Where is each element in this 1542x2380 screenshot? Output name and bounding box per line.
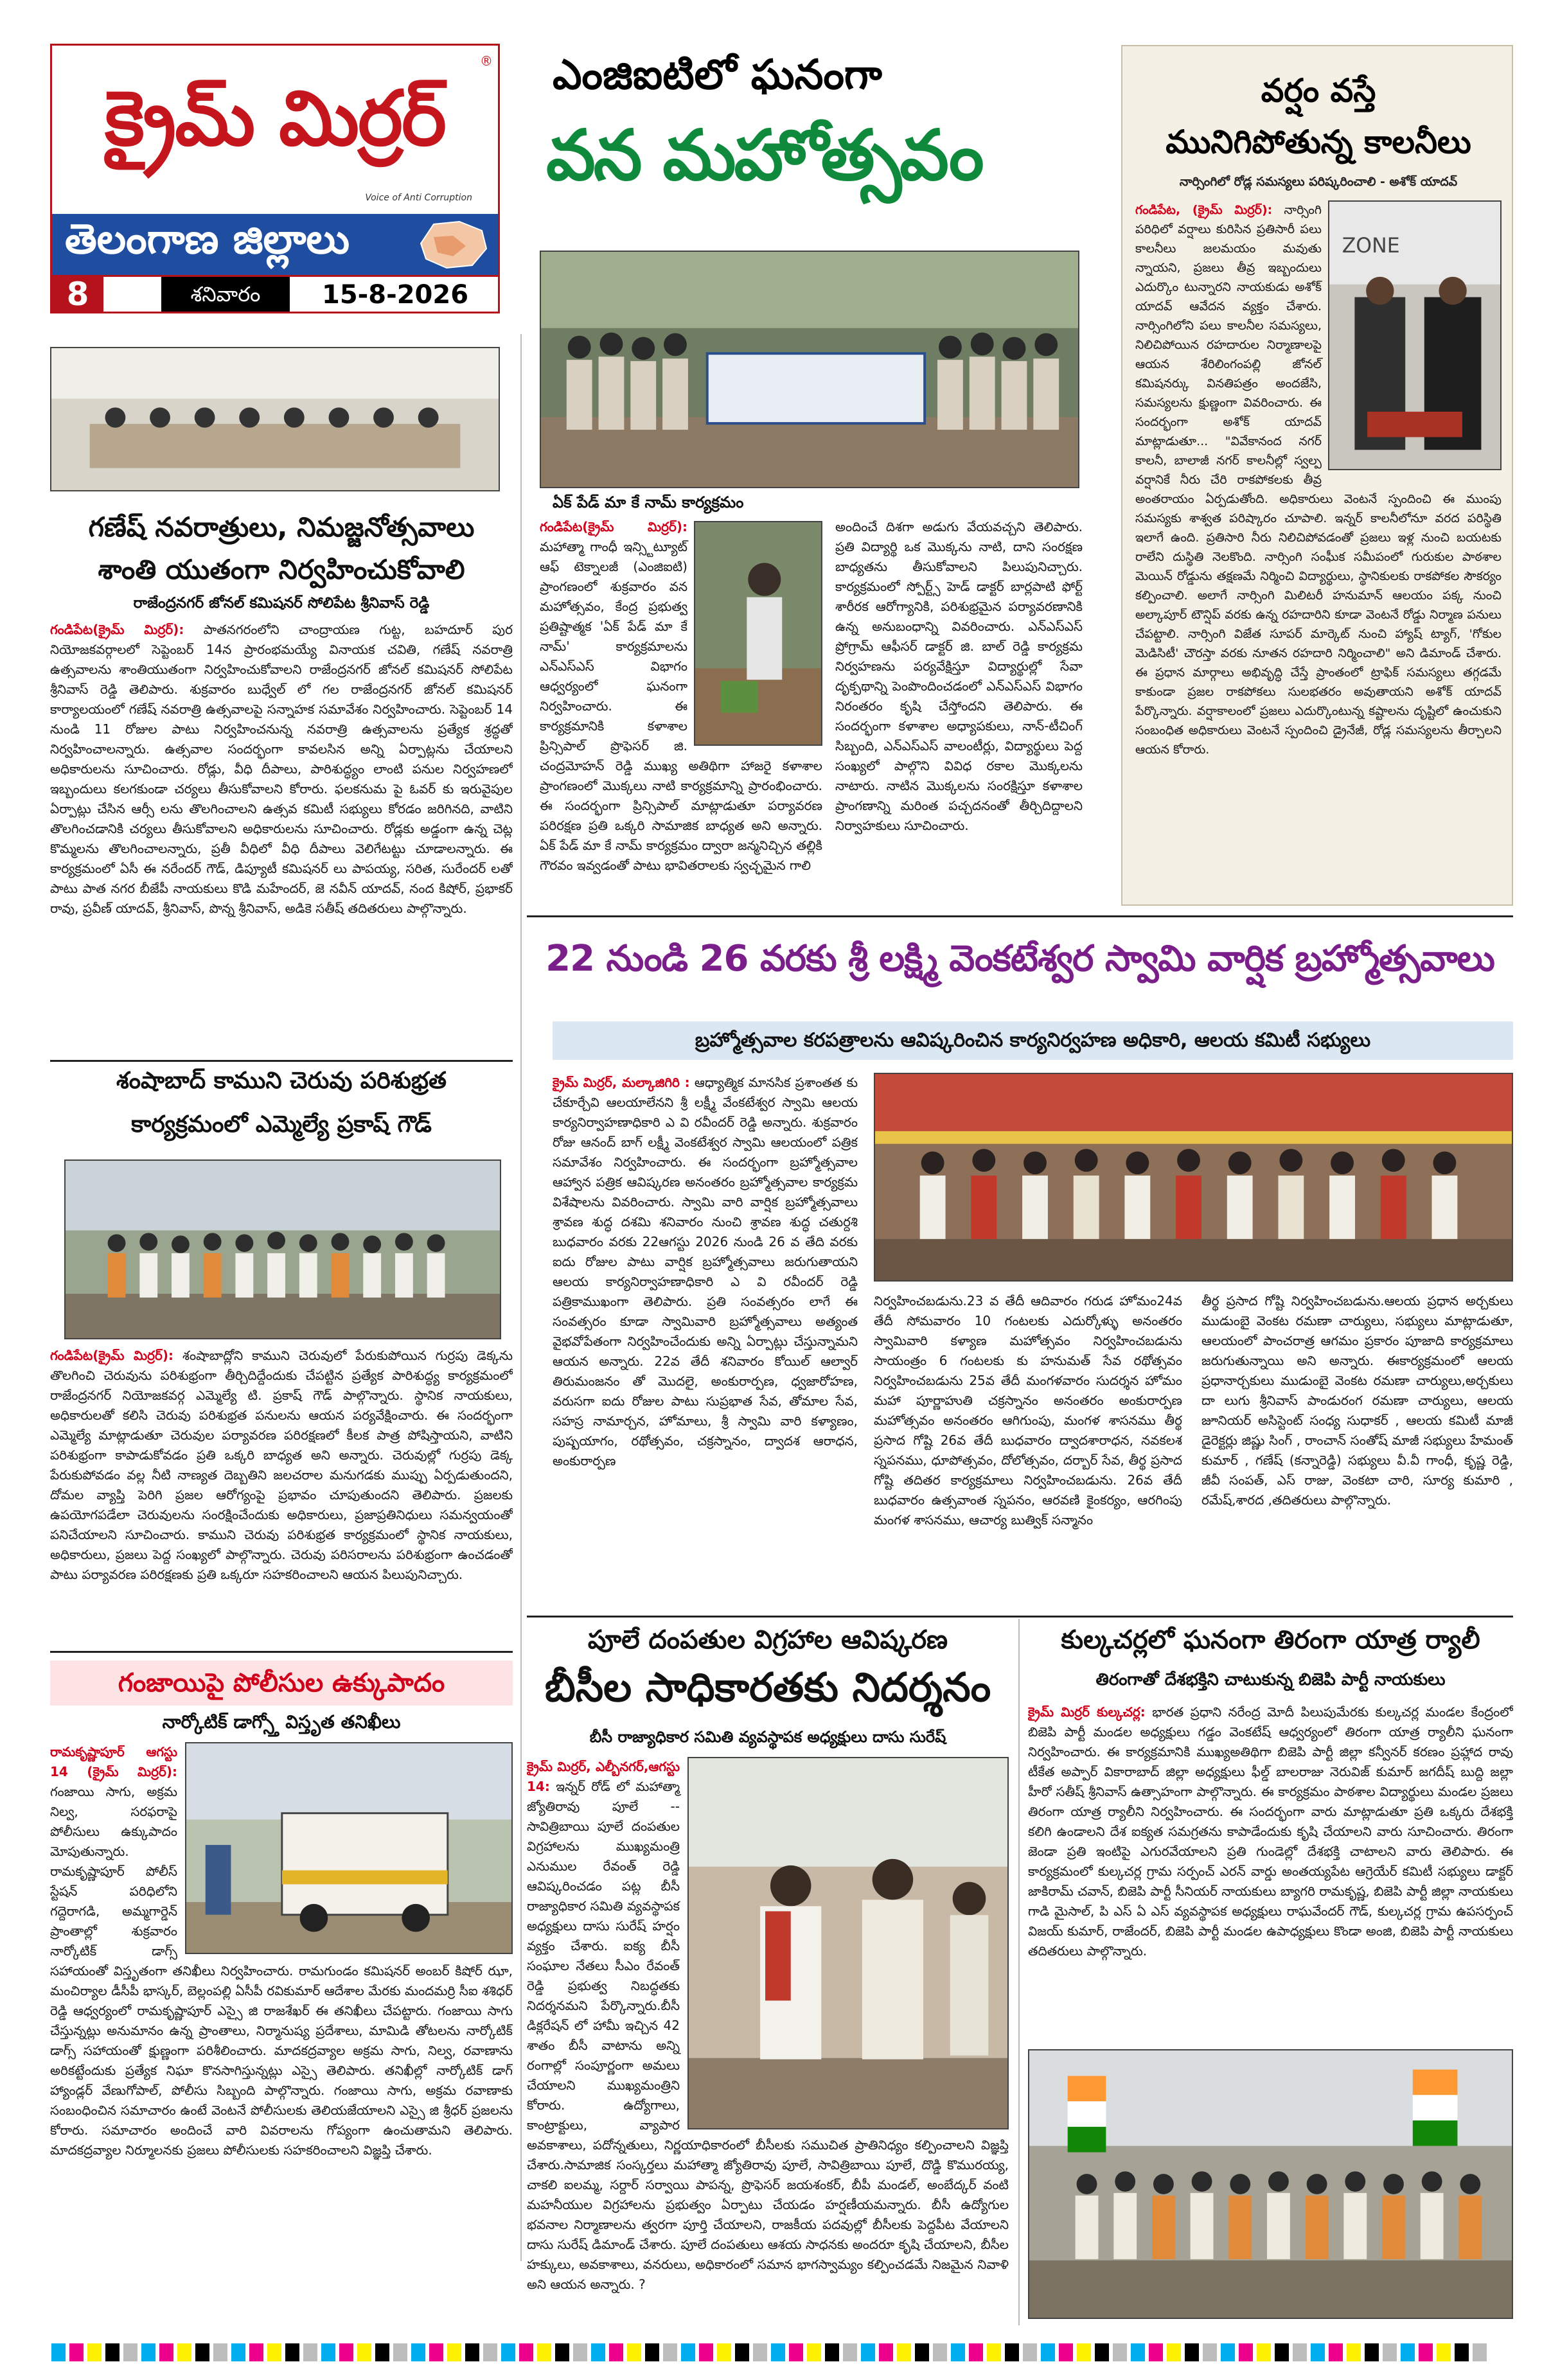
brahmotsavam-subhead-band (553, 1021, 1513, 1060)
masthead-tagline: Voice of Anti Corruption (365, 193, 472, 203)
ganja-headline-band (50, 1661, 513, 1706)
registration-swatch (429, 2343, 443, 2361)
page-number: 8 (52, 277, 103, 312)
registration-swatch (1167, 2343, 1181, 2361)
registered-mark-icon: ® (480, 53, 493, 69)
registration-swatch (951, 2343, 965, 2361)
brahmotsavam-body-text-1: ఆధ్యాత్మిక మానసిక ప్రశాంతత కు చేకూర్చేవి ఆలయాలేనని శ్రీ లక్ష్మీ వేంకటేశ్వర స్వామి ఆలయ కార్యనిర్వాహణాధికారి ఎ వి రవీందర్ రెడ్డి అన్నారు. శుక్రవారం రోజు ఆనంద్ బాగ్ లక్ష్మీ వెంకటేశ్వర స్వామి ఆలయంలో పత్రిక సమావేశం నిర్వహించారు. ఈ సందర్భంగా బ్రహ్మోత్సవాల ఆహ్వాన పత్రిక ఆవిష్కరణ అనంతరం బ్రహ్మోత్సవాల కార్యక్రమ విశేషాలను వివరించారు. స్వామి వారి వార్షిక బ్రహ్మోత్సవాలు శ్రావణ శుద్ధ దశమి శనివారం నుంచి శ్రావణ శుద్ధ చతుర్దశి బుధవారం వరకు 22ఆగస్టు 2026 నుండి 26 వ తేది వరకు ఐదు రోజుల పాటు వార్షిక బ్రహ్మోత్సవాలు జరుగుతాయని ఆలయ కార్యనిర్వాహణాధికారి ఎ వి రవీందర్ రెడ్డి పత్రికాముఖంగా తెలిపారు. ప్రతి సంవత్సరం లాగే ఈ సంవత్సరం కూడా స్వామివారి బ్రహ్మోత్సవాలు అత్యంత వైభవోపేతంగా నిర్వహించేందుకు అన్ని ఏర్పాట్లు చేస్తున్నామని ఆయన అన్నారు. 22వ తేదీ శనివారం కోయిల్ ఆల్వార్ తిరుమంజనం తో మొదలై, అంకురార్పణ, ధ్వజారోహణ, వరుసగా ఐదు రోజుల పాటు సుప్రభాత సేవ, తోమాల సేవ, సహస్ర నామార్చన, హోమాలు, శ్రీ స్వామి వారి కళ్యాణం, పుష్పయాగం, రథోత్సవం, చక్రస్నానం, ద్వాదశ ఆరాధన, అంకురార్పణ (553, 1075, 858, 1468)
registration-swatch (1185, 2343, 1199, 2361)
registration-swatch (537, 2343, 551, 2361)
registration-swatch (753, 2343, 767, 2361)
registration-swatch (1383, 2343, 1397, 2361)
registration-swatch (501, 2343, 515, 2361)
ganesh-dateline: గండిపేట(క్రైమ్ మిర్రర్): (50, 622, 184, 637)
registration-swatch (1347, 2343, 1361, 2361)
registration-swatch (519, 2343, 533, 2361)
registration-swatch (123, 2343, 137, 2361)
shamshabad-body (50, 1346, 513, 1648)
divider-brahmotsavam-top (527, 915, 1513, 917)
rain-dateline: గండిపేట, (క్రైమ్ మిర్రర్): (1135, 203, 1273, 217)
shamshabad-dateline: గండిపేట(క్రైమ్ మిర్రర్): (50, 1348, 173, 1363)
printer-registration-strip (51, 2343, 1491, 2361)
ganesh-body-text: పాతనగరంలోని చాంద్రాయణ గుట్ట, బహదూర్ పుర నియోజకవర్గాలలో సెప్టెంబర్ 14న ప్రారంభమయ్యే వినాయక చవితి, గణేష్ నవరాత్రి ఉత్సవాలను శాంతియుతంగా నిర్వహించుకోవాలని రాజేంద్రనగర్ జోనల్ కమిషనర్ సోలిపేట శ్రీనివాస్ రెడ్డి తెలిపారు. శుక్రవారం బుధ్వేల్ లో గల రాజేంద్రనగర్ జోనల్ కమిషనర్ కార్యాలయంలో గణేష్ నవరాత్రి ఉత్సవాలపై సన్నాహక సమావేశం నిర్వహించారు. సెప్టెంబర్ 14 నుండి 11 రోజుల పాటు నిర్వహించనున్న నవరాత్రి ఉత్సవాలను ప్రత్యేక శ్రద్ధతో నిర్వహించాలన్నారు. ఉత్సవాల సందర్భంగా కావలసిన అన్ని ఏర్పాట్లను చేయాలని అధికారులను సూచించారు. రోడ్లు, వీధి దీపాలు, పారిశుద్ధ్యం లాంటి పనుల నిర్వహణలో ఇబ్బందులు కలగకుండా చర్యలు తీసుకోవాలని కోరారు. ఫలకనుమ పై ఓవర్ కు ఇరువైపుల ఏర్పాట్లు చేసిన ఆర్సీ లను తొలగించాలని ఉత్సవ కమిటీ సభ్యులు కోరడం జరిగినది, వాటిని తొలగించడానికి చర్యలు తీసుకోవాలని అధికారులను సూచించారు. రోడ్లకు అడ్డంగా ఉన్న చెట్ల కొమ్మలను తొలగించాలన్నారు, ప్రతీ వీధిలో వీధి దీపాలు వెలిగేటట్టు చూడాలన్నారు. ఈ కార్యక్రమంలో ఏసీ ఈ నరేందర్ గౌడ్, డిప్యూటీ కమిషనర్ లు పాపయ్య, సరిత, సురేందర్ లతో పాటు పాత నగర బీజేపీ నాయకులు కొడి మహేందర్, జె నవీన్ యాదవ్, నంద కిషోర్, ప్రభాకర్ రావు, ప్రవీణ్ యాదవ్, శ్రీనివాస్, పొన్న శ్రీనివాస్, అడికె సతీష్ తదితరులు పాల్గొన్నారు. (50, 622, 513, 916)
ganja-dateline: రామకృష్ణాపూర్ ఆగస్టు 14 (క్రైమ్ మిర్రర్): (50, 1744, 177, 1779)
ganja-body-text-2: ప్రాంతాల్లో శుక్రవారం నార్కోటిక్ డాగ్స్ సహాయంతో విస్తృతంగా తనిఖీలు నిర్వహించారు. రామగుండం కమిషనర్ అంబర్ కిషోర్ ఝా, మంచిర్యాల డీసీపీ భాస్కర్, బెల్లంపల్లి ఏసీపీ రవికుమార్ ఆదేశాల మేరకు మందమర్రి సీఐ శశిధర్ రెడ్డి ఆధ్వర్యంలో రామకృష్ణాపూర్ ఎస్సై జి రాజశేఖర్ ఈ తనిఖీలు చేపట్టారు. గంజాయి సాగు చేస్తున్నట్లు అనుమానం ఉన్న ప్రాంతాలు, నిర్మానుష్య ప్రదేశాలు, మామిడి తోటలను నార్కోటిక్ డాగ్స్ సహాయంతో క్షుణ్ణంగా పరిశీలించారు. మాదకద్రవ్యాల అక్రమ సాగు, నిల్వ, రవాణాను అరికట్టేందుకు ప్రత్యేక నిఘా కొనసాగిస్తున్నట్లు ఎస్సై తెలిపారు. తనిఖీల్లో నార్కోటిక్ డాగ్ హ్యాండ్లర్ వేణుగోపాల్, పోలీసు సిబ్బంది పాల్గొన్నారు. గంజాయి సాగు, అక్రమ రవాణాకు సంబంధించిన సమాచారం ఉంటే వెంటనే పోలీసులకు తెలియజేయాలని ఎస్సై జి శ్రీధర్ ప్రజలను కోరారు. సమాచారం అందించే వారి వివరాలను గోప్యంగా ఉంచుతామని తెలిపారు. మాదకద్రవ్యాల నిర్మూలనకు ప్రజలు పోలీసులకు సహకరించాలని విజ్ఞప్తి చేశారు. (50, 1923, 513, 2158)
registration-swatch (177, 2343, 191, 2361)
weekday: శనివారం (161, 277, 290, 312)
registration-swatch (1005, 2343, 1019, 2361)
phule-statue-unveiling-photo (687, 1757, 1009, 2129)
registration-swatch (1437, 2343, 1451, 2361)
phule-headline-1: పూలే దంపతుల విగ్రహాల ఆవిష్కరణ (587, 1625, 948, 1655)
registration-swatch (267, 2343, 281, 2361)
registration-swatch (465, 2343, 479, 2361)
registration-swatch (1203, 2343, 1217, 2361)
brahmotsavam-body-col1 (553, 1073, 858, 1638)
registration-swatch (1131, 2343, 1145, 2361)
registration-swatch (321, 2343, 335, 2361)
tiranga-subhead: తిరంగాతో దేశభక్తిని చాటుకున్న బిజెపి పార్టీ నాయకులు (1095, 1670, 1446, 1689)
registration-swatch (789, 2343, 803, 2361)
phule-dateline: క్రైమ్ మిర్రర్, ఎల్బీనగర్,ఆగస్టు 14: (527, 1759, 680, 1794)
vana-headline-main: వన మహోత్సవం (546, 116, 982, 196)
divider-left-2 (50, 1651, 513, 1653)
registration-swatch (1221, 2343, 1235, 2361)
phule-body-text-1: ఇన్నర్ రోడ్ లో మహాత్మా జ్యోతిరావు పూలే -- సావిత్రిబాయి పూలే దంపతుల విగ్రహాలను ముఖ్యమంత్రి ఎనుముల రేవంత్ రెడ్డి ఆవిష్కరించడం పట్ల బీసీ రాజ్యాధికార సమితి వ్యవస్థాపక అధ్యక్షులు దాసు సురేష్ హర్షం వ్యక్తం చేశారు. ఐక్య బీసీ సంఘాల నేతలు సీఎం రేవంత్ రెడ్డి ప్రభుత్వ నిబద్ధతకు నిదర్శనమని పేర్కొన్నారు.బీసీ డిక్లరేషన్ లో హామీ ఇచ్చిన (527, 1779, 680, 2033)
brahmotsavam-dateline: క్రైమ్ మిర్రర్, మల్కాజిగిరి : (553, 1075, 690, 1090)
brahmotsavam-body-col2: నిర్వహించబడును.23 వ తేదీ ఆదివారం గరుడ హోమం24వ తేదీ సోమవారం 10 గంటలకు ఎదుర్కోళ్ళు అనంతరం స్వామివారి కళ్యాణ మహోత్సవం నిర్వహించబడును సాయంత్రం 6 గంటలకు కు హనుమత్ సేవ రథోత్సవం నిర్వహించబడును 25వ తేదీ మంగళవారం సుదర్శన హోమం మహా పూర్ణాహుతి చక్రస్నానం అనంతరం అంకురార్పణ మహోత్సవం అనంతరం ఆగిగుంపు, మంగళ శాసనము తీర్థ ప్రసాద గోష్టి 26వ తేదీ బుధవారం ద్వాదశారాధన, నవకలశ స్నపనము, ధూపోత్సవం, దోలోత్సవం, దర్బార్ సేవ, తీర్థ ప్రసాద గోష్టి తదితర కార్యక్రమాలు నిర్వహించబడును. 26వ తేదీ బుధవారం ఉత్సవాంత స్నపనం, ఆరవణి కైంకర్యం, ఆరగింపు మంగళ శాసనము, ఆచార్య బుత్విక్ సన్మానం (874, 1293, 1182, 1528)
vana-body-col1 (540, 517, 822, 903)
section-band (52, 214, 498, 275)
registration-swatch (1329, 2343, 1343, 2361)
brahmotsavam-body-col3: తీర్థ ప్రసాద గోష్టి నిర్వహించబడును.ఆలయ ప్రధాన అర్చకులు ముడుంబై వెంకట రమణా చార్యులు, సభ్యులు మాట్లాడుతూ, ఆలయంలో పాంచరాత్ర ఆగమం ప్రకారం పూజాది కార్యక్రమాలు జరుగుతున్నాయి అని అన్నారు. ఈకార్యక్రమంలో ఆలయ ప్రధానార్చకులు ముడుంబై వెంకట రమణా చార్యులు,అర్చకులు దా లుగు శ్రీనివాస్ పాండురంగ రమణా చార్యులు, ఆలయ జూనియర్ అసిస్టెంట్ సంధ్య సుధాకర్ , ఆలయ కమిటీ మాజీ డైరెక్టర్లు జిష్ణు సింగ్ , రాంచాన్ సంతోష్ మాజీ సభ్యులు హేమంత్ కుమార్ , గణేష్ (కన్నారెడ్డి) సభ్యులు వీ.వీ గాంధీ, కృష్ణ రెడ్డి, జీవీ సంపత్, ఎస్ రాజు, వెంకటా చారి, సూర్య కుమారి , రమేష్,శారద ,తదితరులు పాల్గొన్నారు. (1201, 1293, 1513, 1508)
rain-headline-top: వర్షం వస్తే (1261, 72, 1376, 109)
registration-swatch (285, 2343, 299, 2361)
registration-swatch (933, 2343, 947, 2361)
tiranga-rally-photo (1028, 2049, 1513, 2319)
registration-swatch (735, 2343, 749, 2361)
rain-body (1135, 200, 1502, 897)
svg-text:ZONE: ZONE (1342, 234, 1400, 258)
registration-swatch (771, 2343, 785, 2361)
ganesh-body (50, 620, 513, 1057)
registration-swatch (717, 2343, 731, 2361)
registration-swatch (1365, 2343, 1379, 2361)
vana-group-photo (540, 251, 1079, 488)
masthead-logo-text: క్రైమ్ మిర్రర్ (105, 74, 445, 163)
tiranga-body (1028, 1702, 1513, 2043)
shamshabad-headline-1: శంషాబాద్ కాముని చెరువు పరిశుభ్రత (116, 1068, 447, 1094)
ganja-headline: గంజాయిపై పోలీసుల ఉక్కుపాదం (118, 1668, 445, 1698)
registration-swatch (627, 2343, 641, 2361)
rain-headline-main: మునిగిపోతున్న కాలనీలు (1165, 123, 1471, 161)
section-title: తెలంగాణ జిల్లాలు (65, 216, 350, 263)
registration-swatch (411, 2343, 425, 2361)
registration-swatch (375, 2343, 389, 2361)
registration-swatch (357, 2343, 371, 2361)
registration-swatch (681, 2343, 695, 2361)
divider-vertical-left (520, 334, 522, 2261)
registration-swatch (1023, 2343, 1037, 2361)
vana-dateline: గండిపేట(క్రైమ్ మిర్రర్): (540, 519, 687, 534)
registration-swatch (1473, 2343, 1487, 2361)
registration-swatch (969, 2343, 983, 2361)
registration-swatch (573, 2343, 587, 2361)
shamshabad-body-text: శంషాబాద్లోని కాముని చెరువులో పేరుకుపోయిన గుర్రపు డెక్కను తొలగించి చెరువును పరిశుభ్రంగా తీర్చిదిద్దేందుకు చేపట్టిన ప్రత్యేక పారిశుద్ధ్య కార్యక్రమంలో రాజేంద్రనగర్ నియోజకవర్గ ఎమ్మెల్యే టి. ప్రకాష్ గౌడ్ పాల్గొన్నారు. స్థానిక నాయకులు, అధికారులతో కలిసి చెరువు పరిశుభ్రత పనులను ఆయన పర్యవేక్షించారు. ఈ సందర్భంగా ఎమ్మెల్యే మాట్లాడుతూ చెరువుల పర్యావరణ పరిరక్షణలో కీలక పాత్ర పోషిస్తాయని, వాటిని పరిశుభ్రంగా కాపాడుకోవడం ప్రతి ఒక్కరి బాధ్యత అని అన్నారు. చెరువుల్లో గుర్రపు డెక్క పేరుకుపోవడం వల్ల నీటి నాణ్యత దెబ్బతిని జలచరాల మనుగడకు ముప్పు ఏర్పడుతుందని, దోమల వ్యాప్తి పెరిగి ప్రజల ఆరోగ్యంపై ప్రభావం చూపుతుందని తెలిపారు. ప్రజలకు ఉపయోగపడేలా చెరువులను సంరక్షించేందుకు అధికారులు, ప్రజాప్రతినిధులు సమన్వయంతో పనిచేయాలని సూచించారు. కాముని చెరువు పరిశుభ్రత కార్యక్రమంలో స్థానిక నాయకులు, అధికారులు, ప్రజలు పెద్ద సంఖ్యలో పాల్గొన్నారు. చెరువు పరిసరాలను పరిశుభ్రంగా ఉంచడంతో పాటు పర్యావరణ పరిరక్షణకు ప్రతి ఒక్కరూ సహకరించాలని ఆయన పిలుపునిచ్చారు. (50, 1348, 513, 1582)
registration-swatch (1239, 2343, 1253, 2361)
rain-petition-photo (1328, 200, 1502, 470)
registration-swatch (141, 2343, 155, 2361)
registration-swatch (699, 2343, 713, 2361)
registration-swatch (897, 2343, 911, 2361)
story-rain-colonies (1121, 45, 1513, 906)
story-vana-mahotsavam (527, 39, 1092, 906)
registration-swatch (1419, 2343, 1433, 2361)
ganja-body (50, 1742, 513, 2275)
vana-headline-top: ఎంజిఐటిలో ఘనంగా (553, 51, 882, 99)
ganesh-headline-2: శాంతి యుతంగా నిర్వహించుకోవాలి (98, 554, 465, 585)
registration-swatch (231, 2343, 245, 2361)
registration-swatch (87, 2343, 102, 2361)
ganja-police-van-photo (185, 1742, 513, 1954)
registration-swatch (249, 2343, 263, 2361)
registration-swatch (339, 2343, 353, 2361)
registration-swatch (645, 2343, 659, 2361)
registration-swatch (1113, 2343, 1127, 2361)
registration-swatch (195, 2343, 209, 2361)
vana-planting-photo (694, 521, 822, 746)
registration-swatch (1257, 2343, 1271, 2361)
rain-subhead: నార్సింగిలో రోడ్ల సమస్యలు పరిష్కరించాలి - అశోక్ యాదవ్ (1179, 175, 1458, 189)
vana-photo-caption: ఏక్ పేడ్ మా కే నామ్ కార్యక్రమం (553, 493, 744, 511)
phule-subhead: బీసీ రాజ్యాధికార సమితి వ్యవస్థాపక అధ్యక్షులు దాసు సురేష్ (589, 1728, 946, 1746)
registration-swatch (861, 2343, 875, 2361)
registration-swatch (987, 2343, 1001, 2361)
registration-swatch (1041, 2343, 1055, 2361)
registration-swatch (843, 2343, 857, 2361)
registration-swatch (609, 2343, 623, 2361)
date-band (52, 275, 498, 312)
registration-swatch (69, 2343, 84, 2361)
ganja-body-text-1: గంజాయి సాగు, అక్రమ నిల్వ, సరఫరాపై పోలీసులు ఉక్కుపాదం మోపుతున్నారు. రామకృష్ణాపూర్ పోలీస్ స్టేషన్ పరిధిలోని గద్దెరాగడి, అమ్మగార్డెన్ (50, 1784, 177, 1919)
registration-swatch (447, 2343, 461, 2361)
phule-headline-2: బీసీల సాధికారతకు నిదర్శనం (544, 1664, 991, 1711)
registration-swatch (1275, 2343, 1289, 2361)
telangana-map-icon (414, 218, 492, 270)
ganja-subhead: నార్కోటిక్ డాగ్స్తో విస్తృత తనిఖీలు (162, 1711, 401, 1732)
shamshabad-headline-2: కార్యక్రమంలో ఎమ్మెల్యే ప్రకాష్ గౌడ్ (131, 1111, 432, 1138)
divider-vertical-right (1018, 1619, 1020, 2325)
phule-body-text-2: 42 శాతం బీసీ వాటాను అన్ని రంగాల్లో సంపూర్ణంగా అమలు చేయాలని ముఖ్యమంత్రిని కోరారు. ఉద్యోగాలు, కాంట్రాక్టులు, వ్యాపార అవకాశాలు, పదోన్నతులు, నిర్ణయాధికారంలో బీసీలకు సముచిత ప్రాతినిధ్యం కల్పించాలని విజ్ఞప్తి చేశారు.సామాజిక సంస్కర్తలు మహాత్మా జ్యోతిరావు పూలే, సావిత్రిబాయి పూలే, దొడ్డి కొమురయ్య, చాకలి ఐలమ్మ, సర్దార్ సర్వాయి పాపన్న, ప్రొఫెసర్ జయశంకర్, బీపీ మండల్, అంబేద్కర్ వంటి మహనీయుల విగ్రహాలను ప్రభుత్వం ఏర్పాటు చేయడం హర్షణీయమన్నారు. బీసీ ఉద్యోగుల భవనాల నిర్మాణాలను త్వరగా పూర్తి చేయాలని, రాజకీయ పదవుల్లో బీసీలకు పెద్దపీట వేయాలని దాసు సురేష్ డిమాండ్ చేశారు. పూలే దంపతులు ఆశయ సాధనకు అందరూ కృషి చేయాలని, బీసీల హక్కులు, అవకాశాలు, వనరులు, అధికారంలో సమాన భాగస్వామ్యం కల్పించడమే నిజమైన నివాళి అని ఆయన అన్నారు. ? (527, 2018, 1009, 2292)
ganesh-subhead: రాజేంద్రనగర్ జోనల్ కమిషనర్ సోలిపేట శ్రీనివాస్ రెడ్డి (133, 595, 430, 612)
registration-swatch (915, 2343, 929, 2361)
registration-swatch (393, 2343, 407, 2361)
tiranga-headline: కుల్కచర్లలో ఘనంగా తిరంగా యాత్ర ర్యాలీ (1061, 1625, 1480, 1655)
registration-swatch (105, 2343, 120, 2361)
registration-swatch (213, 2343, 227, 2361)
registration-swatch (51, 2343, 66, 2361)
divider-brahmotsavam-bottom (527, 1616, 1513, 1618)
registration-swatch (555, 2343, 569, 2361)
registration-swatch (1095, 2343, 1109, 2361)
ganesh-headline-1: గణేష్ నవరాత్రులు, నిమజ్జనోత్సవాలు (88, 511, 475, 543)
registration-swatch (1077, 2343, 1091, 2361)
registration-swatch (663, 2343, 677, 2361)
registration-swatch (483, 2343, 497, 2361)
registration-swatch (1059, 2343, 1073, 2361)
brahmotsavam-pamphlet-photo (874, 1073, 1513, 1282)
vana-body-text-1: మహాత్మా గాంధీ ఇన్స్టిట్యూట్ ఆఫ్ టెక్నాలజీ (ఎంజిఐటి) ప్రాంగణంలో శుక్రవారం వన మహోత్సవం, కేంద్ర ప్రభుత్వ ప్రతిష్టాత్మక 'ఏక్ పేడ్ మా కే నామ్' కార్యక్రమాలను ఎన్ఎస్ఎస్ విభాగం ఆధ్వర్యంలో ఘనంగా నిర్వహించారు. ఈ కార్యక్రమానికి కళాశాల ప్రిన్సిపాల్ ప్రొఫెసర్ జి. చంద్రమోహన్ రెడ్డి ముఖ్య అతిథిగా హాజరై కళాశాల ప్రాంగణంలో మొక్కలు నాటి కార్యక్రమాన్ని ప్రారంభించారు. ఈ సందర్భంగా ప్రిన్సిపాల్ మాట్లాడుతూ పర్యావరణ పరిరక్షణ ప్రతి ఒక్కరి సామాజిక బాధ్యత అని అన్నారు. ఏక్ పేడ్ మా కే నామ్ కార్యక్రమం ద్వారా జన్మనిచ్చిన తల్లికి గౌరవం ఇవ్వడంతో పాటు భావితరాలకు స్వచ్ఛమైన గాలి (540, 539, 822, 873)
masthead-logo (52, 46, 498, 209)
brahmotsavam-subhead: బ్రహ్మోత్సవాల కరపత్రాలను ఆవిష్కరించిన కార్యనిర్వహణ అధికారి, ఆలయ కమిటీ సభ్యులు (695, 1029, 1371, 1052)
masthead (50, 44, 500, 313)
registration-swatch (1149, 2343, 1163, 2361)
registration-swatch (1311, 2343, 1325, 2361)
registration-swatch (1455, 2343, 1469, 2361)
registration-swatch (303, 2343, 317, 2361)
tiranga-dateline: క్రైమ్ మిర్రర్ కుల్కచర్ల: (1028, 1704, 1146, 1720)
divider-left-1 (50, 1060, 513, 1062)
phule-body (527, 1757, 1009, 2329)
registration-swatch (1293, 2343, 1307, 2361)
registration-swatch (879, 2343, 893, 2361)
ganesh-meeting-photo (50, 347, 500, 491)
issue-date: 15-8-2026 (322, 280, 469, 310)
shamshabad-lake-photo (64, 1159, 501, 1339)
rain-body-text-2: కాలనీల సమస్యలు, నిలిచిపోయిన రహదారుల నిర్మాణాలపై ఆయన శేరిలింగంపల్లి జోనల్ కమిషనర్కు వినతిపత్రం అందజేసి, సమస్యలను క్షుణ్ణంగా వివరించారు. ఈ సందర్భంగా అశోక్ యాదవ్ మాట్లాడుతూ... "వివేకానంద నగర్ కాలనీ, బాలాజీ నగర్ కాలనీల్లో స్వల్ప వర్షానికే నీరు చేరి రాకపోకలకు తీవ్ర అంతరాయం ఏర్పడుతోంది. అధికారులు వెంటనే స్పందించి ఈ ముంపు సమస్యకు శాశ్వత పరిష్కారం చూపాలి. ఇన్నర్ కాలనీలోనూ వరద పరిస్థితి ఇలాగే ఉంది. ప్రతిసారి నీరు నిలిచిపోవడంతో ప్రజలు ఇళ్ల నుంచి బయటకు రాలేని దుస్థితి నెలకొంది. నార్సింగి సంఘీక సమీపంలో గురుకుల పాఠశాల మెయిన్ రోడ్డును తక్షణమే నిర్మించి విద్యార్థులు, స్థానికులకు రాకపోకల సౌకర్యం కల్పించాలి. అలాగే నార్సింగి మిలిటరీ హనుమాన్ ఆలయం పక్క నుంచి అల్కాపూర్ టౌన్షిప్ వరకు ఉన్న రహదారిని కూడా వెంటనే రోడ్డు నిర్మాణ పనులు చేపట్టాలి. నార్సింగి విజేత సూపర్ మార్కెట్ నుంచి హ్యాష్ ట్యాగ్, 'గోకుల మెడిసిటీ' చౌరస్తా వరకు నూతన రహదారి నిర్మించాలి" అని డిమాండ్ చేశారు. ఈ ప్రధాన మార్గాలు అభివృద్ధి చేస్తే ప్రాంతంలో ట్రాఫిక్ సమస్యలు తగ్గడమే కాకుండా ప్రజల రాకపోకలు సులభతరం అవుతాయని అశోక్ యాదవ్ పేర్కొన్నారు. వర్షాకాలంలో ప్రజలు ఎదుర్కొంటున్న కష్టాలను దృష్టిలో ఉంచుకుని సంబంధిత అధికారులు వెంటనే స్పందించి డ్రైనేజీ, రోడ్ల సమస్యలను తీర్చాలని ఆయన కోరారు. (1135, 319, 1502, 757)
registration-swatch (591, 2343, 605, 2361)
brahmotsavam-headline: 22 నుండి 26 వరకు శ్రీ లక్ష్మి వెంకటేశ్వర స్వామి వార్షిక బ్రహ్మోత్సవాలు (545, 938, 1494, 980)
registration-swatch (807, 2343, 821, 2361)
tiranga-body-text: భారత ప్రధాని నరేంద్ర మోదీ పిలుపుమేరకు కుల్కచర్ల మండల కేంద్రంలో బిజెపి పార్టీ మండల అధ్యక్షులు గడ్డం వెంకటేష్ ఆధ్వర్యంలో తిరంగా యాత్ర ర్యాలీని ఘనంగా నిర్వహించారు. ఈ కార్యక్రమానికి ముఖ్యఅతిథిగా బిజెపి పార్టీ జిల్లా కన్వీనర్ కరణం ప్రహ్లాద రావు టీకేత అప్పార్ వికారాబాద్ జిల్లా అధ్యక్షులు ఫీల్డ్ బాలరాజు నెరువిజ్ కుమార్ జగదీష్ బుద్ది జల్లా హీరో సతీష్ శ్రీనివాస్ ఉత్సాహంగా పాల్గొన్నారు. ఈ కార్యక్రమం పాఠశాల విద్యార్థులు మండల ప్రజలు తిరంగా యాత్ర ర్యాలీని నిర్వహించారు. ఈ సందర్భంగా వారు మాట్లాడుతూ ప్రతి ఒక్కరు దేశభక్తి కలిగి ఉండాలని దేశ ఐక్యత సమగ్రతను కాపాడేందుకు కృషి చేయాలని వారు సూచించారు. తిరంగా జెండా ప్రతి ఇంటిపై ఎగురవేయాలని ప్రతి గుండెల్లో దేశభక్తి చాటాలని వారు తెలిపారు. ఈ కార్యక్రమంలో కుల్కచర్ల గ్రామ సర్పంచ్ ఎరన్ వార్డు అంతయ్యపేట ఆగ్రెయేర్ కమిటీ సభ్యులు డాక్టర్ జాకిరామ్ చవాన్, బిజెపి పార్టీ సీనియర్ నాయకులు బ్యాగరి రామకృష్ణ, బిజెపి పార్టీ జిల్లా నాయకులు గాడి మైసాల్, పి ఎస్ ఏ ఎస్ వ్యవస్థాపక అధ్యక్షులు రాఘవేందర్ గౌడ్, కుల్కచర్ల గ్రామ ఉపసర్పంచ్ విజయ్ కుమార్, రాజేందర్, బిజెపి పార్టీ మండల ఉపాధ్యక్షులు కొండా అంజి, బిజెపి పార్టీ నాయకులు తదితరులు పాల్గొన్నారు. (1028, 1704, 1513, 1959)
registration-swatch (825, 2343, 839, 2361)
registration-swatch (159, 2343, 173, 2361)
registration-swatch (1401, 2343, 1415, 2361)
rain-body-text-1: నార్సింగి పరిధిలో వర్షాలు కురిసిన ప్రతిసారీ పలు కాలనీలు జలమయం మవుతు న్నాయని, ప్రజలు తీవ్ర ఇబ్బందులు ఎదుర్కొం టున్నారని నాయకుడు అశోక్ యాదవ్ ఆవేదన వ్యక్తం చేశారు. నార్సింగిలోని పలు (1135, 203, 1322, 333)
vana-body-col2: అందించే దిశగా అడుగు వేయవచ్చని తెలిపారు. ప్రతి విద్యార్థి ఒక మొక్కను నాటి, దాని సంరక్షణ బాధ్యతను తీసుకోవాలని పిలుపునిచ్చారు. కార్యక్రమంలో స్పోర్ట్స్ హెడ్ డాక్టర్ బార్లపాటి ఫోర్ట్ శారీరక ఆరోగ్యానికి, పరిశుభ్రమైన పర్యావరణానికి ఉన్న అనుబంధాన్ని వివరించారు. ఎన్ఎస్ఎస్ ప్రోగ్రామ్ ఆఫీసర్ డాక్టర్ జి. బాల్ రెడ్డి కార్యక్రమ నిర్వహణను పర్యవేక్షిస్తూ విద్యార్థుల్లో సేవా దృక్పథాన్ని పెంపొందించడంలో ఎన్ఎస్ఎస్ విభాగం నిరంతరం కృషి చేస్తోందని తెలిపారు. ఈ సందర్భంగా కళాశాల అధ్యాపకులు, నాన్-టీచింగ్ సిబ్బంది, ఎన్ఎస్ఎస్ వాలంటీర్లు, విద్యార్థులు పెద్ద సంఖ్యలో పాల్గొని వివిధ రకాల మొక్కలను నాటారు. నాటిన మొక్కలను సంరక్షిస్తూ కళాశాల ప్రాంగణాన్ని మరింత పచ్చదనంతో తీర్చిదిద్దాలని నిర్వాహకులు సూచించారు. (835, 519, 1083, 833)
